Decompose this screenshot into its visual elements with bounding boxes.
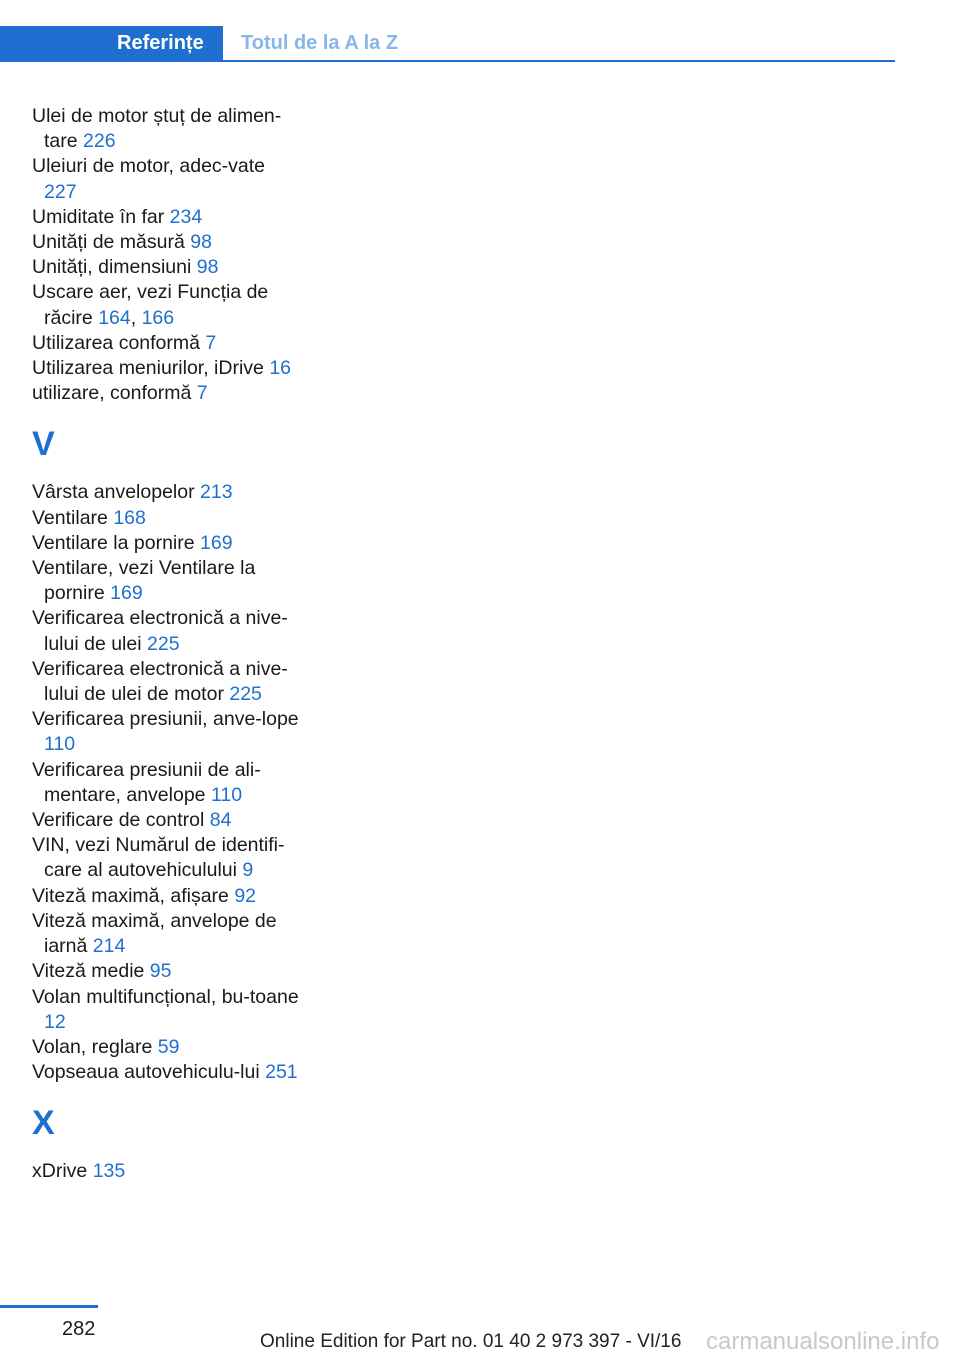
entry-text: Verificare de control xyxy=(32,809,205,832)
page-link[interactable]: 226 xyxy=(83,130,116,153)
index-entry xyxy=(32,356,302,381)
entry-text: Verificarea presiunii de ali-mentare, anvelope xyxy=(32,758,261,806)
index-entry xyxy=(32,985,302,1035)
entry-text: Uleiuri de motor, adec-vate xyxy=(32,155,266,178)
page-link[interactable]: 225 xyxy=(147,632,180,655)
page-link[interactable]: 16 xyxy=(269,357,292,380)
page-link[interactable]: 59 xyxy=(157,1035,180,1058)
page-link[interactable]: 164 xyxy=(98,306,131,329)
index-entry xyxy=(32,480,302,505)
page-link[interactable]: 110 xyxy=(44,733,76,756)
index-entry xyxy=(32,230,302,255)
page-link[interactable]: 135 xyxy=(92,1160,126,1183)
footer-bar xyxy=(0,1305,98,1308)
page-link[interactable]: 225 xyxy=(229,683,262,706)
entry-text: Ventilare, vezi Ventilare la pornire xyxy=(32,557,256,605)
tab-referinte[interactable]: Referințe xyxy=(0,26,223,62)
entry-text: Unități, dimensiuni xyxy=(32,256,192,279)
page-link[interactable]: 110 xyxy=(210,783,243,806)
page-link[interactable]: 95 xyxy=(149,960,172,983)
page-link[interactable]: 12 xyxy=(44,1010,66,1033)
entry-text: Umiditate în far xyxy=(32,205,165,228)
index-entry xyxy=(32,808,302,833)
entry-text: Vârsta anvelopelor xyxy=(32,481,195,504)
header-divider xyxy=(0,60,895,62)
entry-text: Verificarea presiunii, anve-lope xyxy=(32,708,299,731)
index-entry xyxy=(32,707,302,757)
entry-text: Uscare aer, vezi Funcția de răcire xyxy=(32,281,269,329)
entry-text: Unități de măsură xyxy=(32,231,185,254)
page-link[interactable]: 214 xyxy=(92,935,126,958)
entry-text: Volan multifuncțional, bu-toane xyxy=(32,985,299,1008)
index-entry xyxy=(32,331,302,356)
index-entry xyxy=(32,1159,302,1184)
entry-text: xDrive xyxy=(32,1160,88,1183)
index-entry xyxy=(32,959,302,984)
index-entry xyxy=(32,506,302,531)
entry-text: Utilizarea conformă xyxy=(32,331,200,354)
page-link[interactable]: 98 xyxy=(196,256,219,279)
tab-totul-de-la-a-la-z[interactable]: Totul de la A la Z xyxy=(241,32,399,54)
page-number: 282 xyxy=(62,1318,96,1340)
index-entry xyxy=(32,255,302,280)
index-entry xyxy=(32,606,302,656)
section-letter: X xyxy=(32,1104,55,1143)
page-link[interactable]: 166 xyxy=(141,306,175,329)
page-link[interactable]: 9 xyxy=(242,859,254,882)
entry-text: utilizare, conformă xyxy=(32,382,192,405)
page-link[interactable]: 213 xyxy=(200,481,233,504)
page-link[interactable]: 169 xyxy=(200,531,233,554)
entry-text: Viteză medie xyxy=(32,960,145,983)
index-entry xyxy=(32,1060,302,1085)
watermark: carmanualsonline.info xyxy=(706,1328,940,1355)
page-link[interactable]: 227 xyxy=(44,180,77,203)
header xyxy=(0,26,895,62)
section-letter: V xyxy=(32,425,55,464)
page-link[interactable]: 234 xyxy=(169,205,203,228)
index-entry xyxy=(32,381,302,406)
page-link[interactable]: 251 xyxy=(265,1061,298,1084)
entry-text: Viteză maximă, afișare xyxy=(32,884,229,907)
page-link[interactable]: 169 xyxy=(110,582,143,605)
page-link[interactable]: 92 xyxy=(234,884,257,907)
index-entry xyxy=(32,1035,302,1060)
index-entry xyxy=(32,531,302,556)
page-link[interactable]: 7 xyxy=(205,331,217,354)
page-link[interactable]: 98 xyxy=(190,231,212,254)
page-link[interactable]: 7 xyxy=(196,382,208,405)
index-entry xyxy=(32,205,302,230)
entry-text: Verificarea electronică a nive-lului de ulei de motor xyxy=(32,657,288,706)
entry-text: Ventilare xyxy=(32,506,108,529)
index-entry xyxy=(32,556,302,606)
index-entry xyxy=(32,104,302,154)
entry-text: VIN, vezi Numărul de identifi-care al autovehiculului xyxy=(32,834,285,882)
entry-text: Ventilare la pornire xyxy=(32,531,195,554)
index-entry: Uscare aer, vezi Funcția de răcire 164, 166 xyxy=(32,281,269,329)
index-entry xyxy=(32,154,302,204)
entry-text: Volan, reglare xyxy=(32,1035,153,1058)
page-link[interactable]: 84 xyxy=(209,809,232,832)
entry-text: Vopseaua autovehiculu-lui xyxy=(32,1061,260,1084)
page-link[interactable]: 168 xyxy=(113,506,146,529)
index-entry xyxy=(32,758,302,808)
index-entry xyxy=(32,657,302,707)
edition-text: Online Edition for Part no. 01 40 2 973 397 - VI/16 xyxy=(260,1331,682,1352)
index-entry xyxy=(32,833,302,883)
entry-text: Verificarea electronică a nive-lului de ulei xyxy=(32,607,288,655)
entry-text: Utilizarea meniurilor, iDrive xyxy=(32,357,264,380)
entry-text: Viteză maximă, anvelope de iarnă xyxy=(32,909,277,958)
index-entry xyxy=(32,884,302,909)
entry-text: Ulei de motor ștuț de alimen-tare xyxy=(32,105,282,153)
index-column xyxy=(32,104,302,1185)
index-entry xyxy=(32,909,302,959)
